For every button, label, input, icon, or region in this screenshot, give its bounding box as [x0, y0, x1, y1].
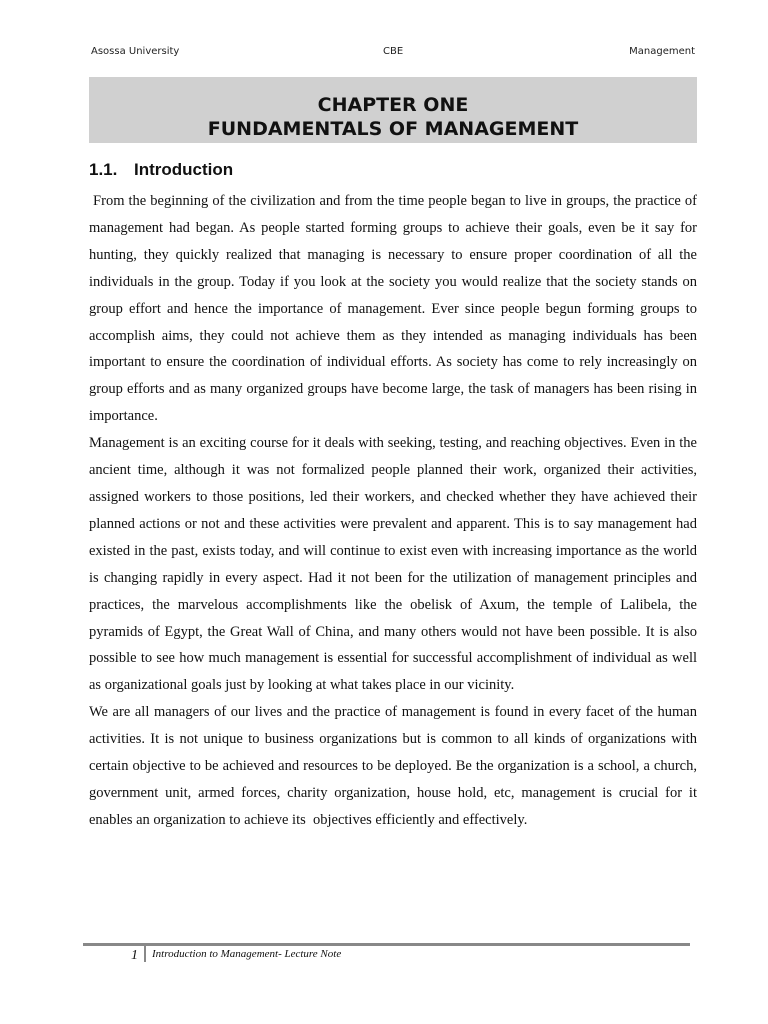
- footer-text: Introduction to Management- Lecture Note: [152, 948, 342, 960]
- body-text: [89, 188, 701, 834]
- paragraph-2: Management is an exciting course for it deals with seeking, testing, and reaching objectives. Even in the ancient time, although it was not formalized people planned their work, organized their activities, assigned workers to those positions, led their workers, and checked whether they have achieved their planned actions or not and these activities were prevalent and apparent. This is to say management had existed in the past, exists today, and will continue to exist even with increasing importance as the world is changing rapidly in every aspect. Had it not been for the utilization of management principles and practices, the marvelous accomplishments like the obelisk of Axum, the temple of Lalibela, the pyramids of Egypt, the Great Wall of China, and many others would not have been possible. It is also possible to see how much management is essential for successful accomplishment of individual as well as organizational goals just by looking at what takes place in our vicinity.: [89, 435, 697, 694]
- chapter-title-box: [89, 77, 697, 143]
- header-college: CBE: [383, 46, 404, 57]
- section-title: Introduction: [134, 160, 234, 179]
- page-number: 1: [131, 948, 138, 963]
- header-institution: Asossa University: [91, 46, 180, 57]
- section-number: 1.1.: [89, 160, 118, 179]
- chapter-title: FUNDAMENTALS OF MANAGEMENT: [207, 118, 579, 140]
- header-department: Management: [629, 46, 695, 57]
- paragraph-1: From the beginning of the civilization and from the time people began to live in groups, the practice of management had began. As people started forming groups to achieve their goals, even be it say for hunting, they quickly realized that managing is necessary to ensure proper coordination of all the individuals in the group. Today if you look at the society you would realize that the society stands on group effort and hence the importance of management. Ever since people begun forming groups to accomplish aims, they could not achieve them as they intended as managing individuals has been important to ensure the coordination of individual efforts. As society has come to rely increasingly on group efforts and as many organized groups have become large, the task of managers has been rising in importance.: [89, 193, 701, 425]
- chapter-number: CHAPTER ONE: [317, 94, 469, 116]
- paragraph-3: We are all managers of our lives and the practice of management is found in every facet of the human activities. It is not unique to business organizations but is common to all kinds of organizations with certain objective to be achieved and resources to be deployed. Be the organization is a school, a church, government unit, armed forces, charity organization, house hold, etc, management is crucial for it enables an organization to achieve its objectives efficiently and effectively.: [89, 704, 701, 828]
- page-header: [91, 46, 695, 60]
- footer-divider: [144, 946, 146, 962]
- footer-rule: [83, 943, 690, 946]
- section-heading: [89, 160, 233, 180]
